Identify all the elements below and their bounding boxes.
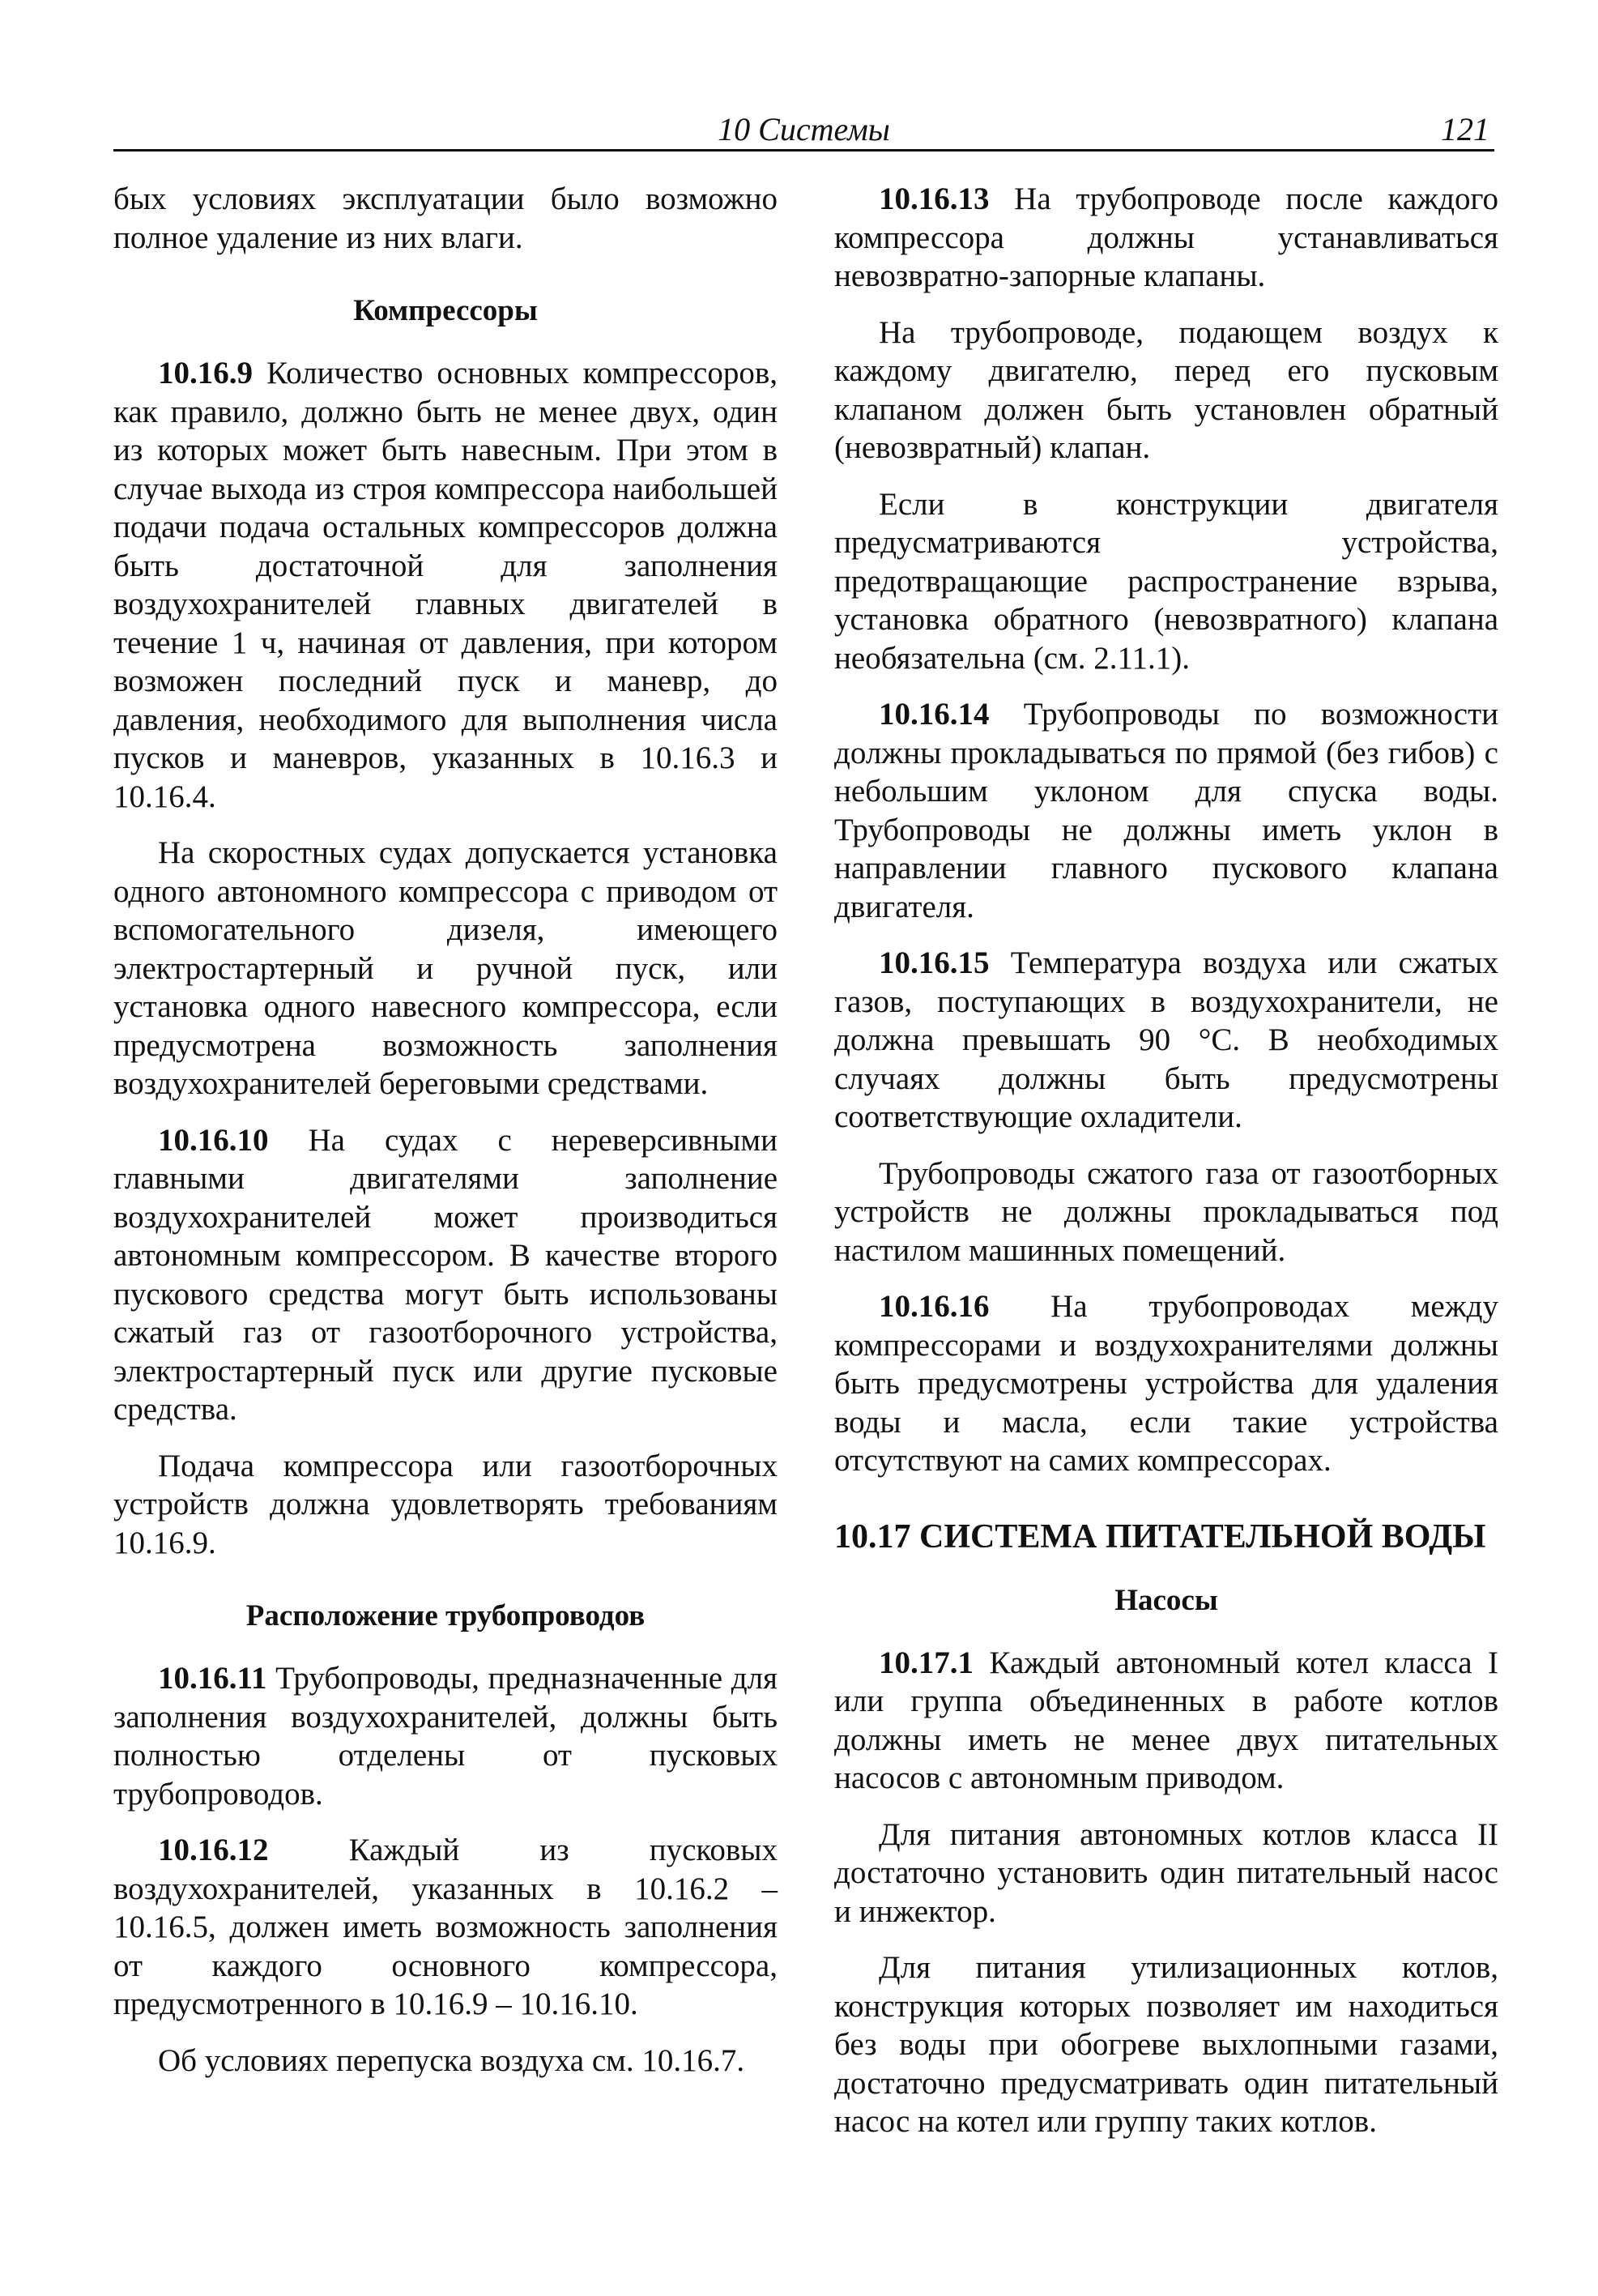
left-column	[113, 180, 778, 2098]
clause-text: На трубопроводе после каждого компрессора должны устанавливаться невозвратно-запорные клапаны.	[834, 181, 1498, 293]
clause-10-16-12	[113, 1831, 778, 2024]
clause-number: 10.16.15	[879, 945, 990, 980]
running-header	[113, 107, 1494, 149]
paragraph: Трубопроводы сжатого газа от газоотборных устройств не должны прокладываться под настилом машинных помещений.	[834, 1155, 1498, 1268]
clause-10-17-1	[834, 1644, 1498, 1798]
clause-number: 10.17.1	[879, 1645, 974, 1680]
clause-10-16-14	[834, 695, 1498, 926]
clause-10-16-10	[113, 1121, 778, 1429]
right-column	[834, 180, 1498, 2159]
clause-text: Каждый автономный котел класса I или группа объединенных в работе котлов должны иметь не менее двух питательных насосов с автономным приводом.	[834, 1645, 1498, 1795]
paragraph: Для питания утилизационных котлов, конструкция которых позволяет им находиться без воды при обогреве выхлопными газами, достаточно предусматривать один питательный насос на котел или группу таких котлов.	[834, 1950, 1498, 2139]
clause-10-16-16	[834, 1287, 1498, 1480]
clause-text: Трубопроводы, предназначенные для заполнения воздухохранителей, должны быть полностью отделены от пусковых трубопроводов.	[113, 1661, 778, 1812]
section-title: 10.17 СИСТЕМА ПИТАТЕЛЬНОЙ ВОДЫ	[834, 1517, 1486, 1556]
clause-number: 10.16.11	[158, 1661, 267, 1696]
header-rule	[113, 149, 1494, 152]
paragraph: Если в конструкции двигателя предусматриваются устройства, предотвращающие распространение взрыва, установка обратного (невозвратного) клапана необязательна (см. 2.11.1).	[834, 486, 1498, 676]
clause-number: 10.16.14	[879, 697, 990, 732]
clause-text: На трубопроводах между компрессорами и воздухохранителями должны быть предусмотрены устройства для удаления воды и масла, если такие устройства отсутствуют на самих компрессорах.	[834, 1289, 1498, 1478]
clause-10-16-11	[113, 1659, 778, 1813]
clause-10-16-13	[834, 180, 1498, 296]
subheading-compressors: Компрессоры	[353, 294, 538, 327]
clause-number: 10.16.13	[879, 181, 990, 216]
paragraph: Для питания автономных котлов класса II достаточно установить один питательный насос и инжектор.	[834, 1816, 1498, 1929]
page-number: 121	[1441, 111, 1489, 147]
clause-text: Трубопроводы по возможности должны прокладываться по прямой (без гибов) с небольшим уклоном для спуска воды. Трубопроводы не должны иметь уклон в направлении главного пускового клапана двигателя.	[834, 697, 1498, 924]
clause-text: Каждый из пусковых воздухохранителей, указанных в 10.16.2 – 10.16.5, должен иметь возможность заполнения от каждого основного компрессора, предусмотренного в 10.16.9 – 10.16.10.	[113, 1833, 778, 2021]
paragraph: На скоростных судах допускается установка одного автономного компрессора с приводом от вспомогательного дизеля, имеющего электростартерный и ручной пуск, или установка одного навесного компрессора, если предусмотрена возможность заполнения воздухохранителей береговыми средствами.	[113, 835, 778, 1101]
clause-text: Количество основных компрессоров, как правило, должно быть не менее двух, один из которых может быть навесным. При этом в случае выхода из строя компрессора наибольшей подачи подача остальных компрессоров должна быть достаточной для заполнения воздухохранителей главных двигателей в течение 1 ч, начиная от давления, при котором возможен последний пуск и маневр, до давления, необходимого для выполнения числа пусков и маневров, указанных в 10.16.3 и 10.16.4.	[113, 356, 778, 814]
clause-10-16-9	[113, 354, 778, 816]
subheading-pumps: Насосы	[1114, 1583, 1218, 1617]
clause-text: На судах с нереверсивными главными двигателями заполнение воздухохранителей может производиться автономным компрессором. В качестве второго пускового средства могут быть использованы сжатый газ от газоотборочного устройства, электростартерный пуск или другие пусковые средства.	[113, 1122, 778, 1427]
paragraph: На трубопроводе, подающем воздух к каждому двигателю, перед его пусковым клапаном должен быть установлен обратный (невозвратный) клапан.	[834, 314, 1498, 465]
clause-number: 10.16.9	[158, 356, 253, 390]
clause-number: 10.16.12	[158, 1833, 269, 1867]
clause-text: Температура воздуха или сжатых газов, поступающих в воздухохранители, не должна превышать 90 °С. В необходимых случаях должны быть предусмотрены соответствующие охладители.	[834, 945, 1498, 1134]
clause-10-16-15	[834, 944, 1498, 1137]
clause-number: 10.16.10	[158, 1122, 269, 1158]
subheading-piping: Расположение трубопроводов	[245, 1599, 646, 1632]
paragraph: Об условиях перепуска воздуха см. 10.16.7.	[158, 2042, 745, 2078]
clause-number: 10.16.16	[879, 1289, 990, 1324]
paragraph: бых условиях эксплуатации было возможно полное удаление из них влаги.	[113, 181, 778, 255]
paragraph: Подача компрессора или газоотборочных устройств должна удовлетворять требованиям 10.16.9.	[113, 1448, 778, 1560]
chapter-title: 10 Системы	[718, 111, 890, 147]
